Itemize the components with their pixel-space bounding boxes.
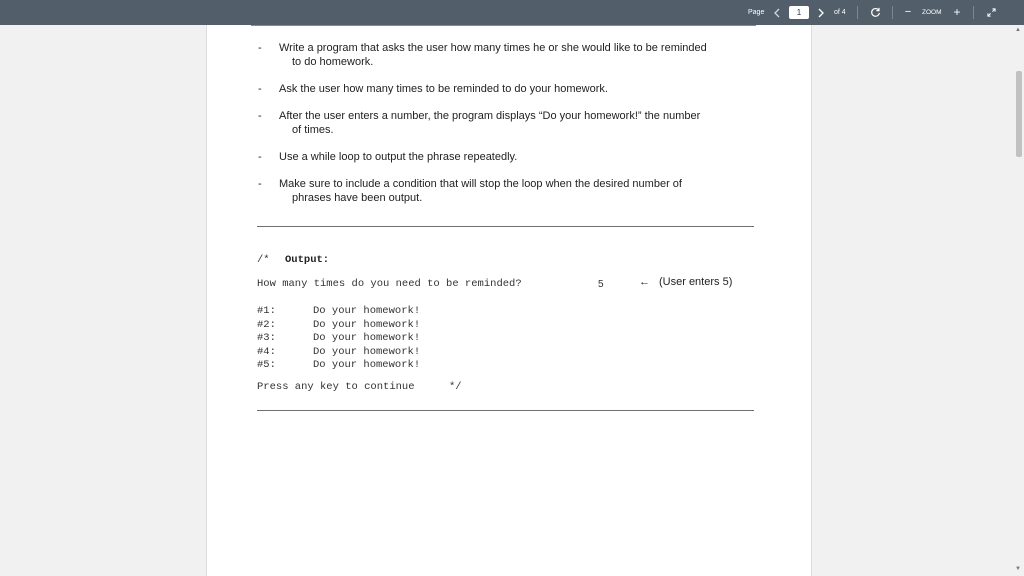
page-label: Page (748, 9, 765, 16)
output-row-number: #4: (257, 345, 276, 358)
chevron-left-icon (773, 8, 781, 18)
annotation-arrow: ← (639, 276, 650, 288)
rotate-button[interactable] (867, 0, 883, 25)
user-enters-annotation: (User enters 5) (659, 276, 733, 288)
scrollbar-thumb[interactable] (1016, 71, 1022, 157)
output-row-text: Do your homework! (313, 332, 421, 344)
zoom-in-button[interactable]: + (953, 5, 961, 19)
output-row-number: #5: (257, 359, 276, 371)
bullet-marker: - (258, 151, 262, 163)
output-row-text: Do your homework! (313, 345, 421, 358)
bullet-line: Write a program that asks the user how many times he or she would like to be reminded (279, 42, 707, 54)
bullet-marker: - (258, 178, 262, 190)
chevron-right-icon (817, 8, 825, 18)
zoom-label: ZOOM (922, 9, 942, 16)
bullet-line-continued: phrases have been output. (292, 192, 423, 204)
bullet-item (279, 150, 749, 164)
output-row-number: #3: (257, 332, 276, 344)
rotate-icon (870, 7, 881, 18)
output-prompt: How many times do you need to be reminded? (257, 278, 522, 290)
output-row-number: #2: (257, 318, 276, 331)
bullet-line: Make sure to include a condition that will stop the loop when the desired number of (279, 178, 682, 190)
zoom-out-button[interactable]: − (904, 6, 912, 18)
output-heading: Output: (285, 254, 330, 266)
output-row-text: Do your homework! (313, 318, 421, 331)
bullet-item (279, 109, 749, 137)
output-row-number: #1: (257, 305, 276, 317)
output-footer: Press any key to continue (257, 381, 415, 393)
comment-close: */ (449, 381, 462, 393)
bullet-line: Use a while loop to output the phrase repeatedly. (279, 151, 518, 163)
toolbar-divider (857, 6, 858, 19)
bullet-line-continued: to do homework. (292, 56, 374, 68)
viewer-toolbar (0, 0, 1024, 25)
output-row-text: Do your homework! (313, 305, 421, 317)
bullet-marker: - (258, 83, 262, 95)
bullet-item (279, 41, 749, 69)
bullet-line: After the user enters a number, the program displays “Do your homework!” the number (279, 110, 701, 122)
comment-open: /* (257, 254, 270, 266)
next-page-button[interactable] (815, 0, 827, 25)
output-row-text: Do your homework! (313, 359, 421, 371)
fullscreen-button[interactable] (984, 0, 998, 25)
bullet-line: Ask the user how many times to be reminded to do your homework. (279, 83, 608, 95)
scroll-up-icon[interactable]: ▲ (1015, 27, 1021, 33)
toolbar-divider (973, 6, 974, 19)
user-input-value: 5 (598, 279, 604, 290)
page-total: of 4 (834, 9, 846, 16)
scroll-down-icon[interactable]: ▼ (1015, 566, 1021, 572)
document-page (206, 25, 812, 576)
toolbar-divider (892, 6, 893, 19)
section-divider (257, 226, 754, 227)
expand-icon (987, 8, 996, 17)
bullet-line-continued: of times. (292, 124, 334, 136)
bullet-item (279, 177, 749, 205)
bullet-marker: - (258, 110, 262, 122)
prev-page-button[interactable] (771, 0, 783, 25)
bullet-marker: - (258, 42, 262, 54)
page-top-rule (251, 25, 756, 26)
page-number-input[interactable]: 1 (789, 6, 809, 19)
section-divider (257, 410, 754, 411)
bullet-item (279, 82, 749, 96)
